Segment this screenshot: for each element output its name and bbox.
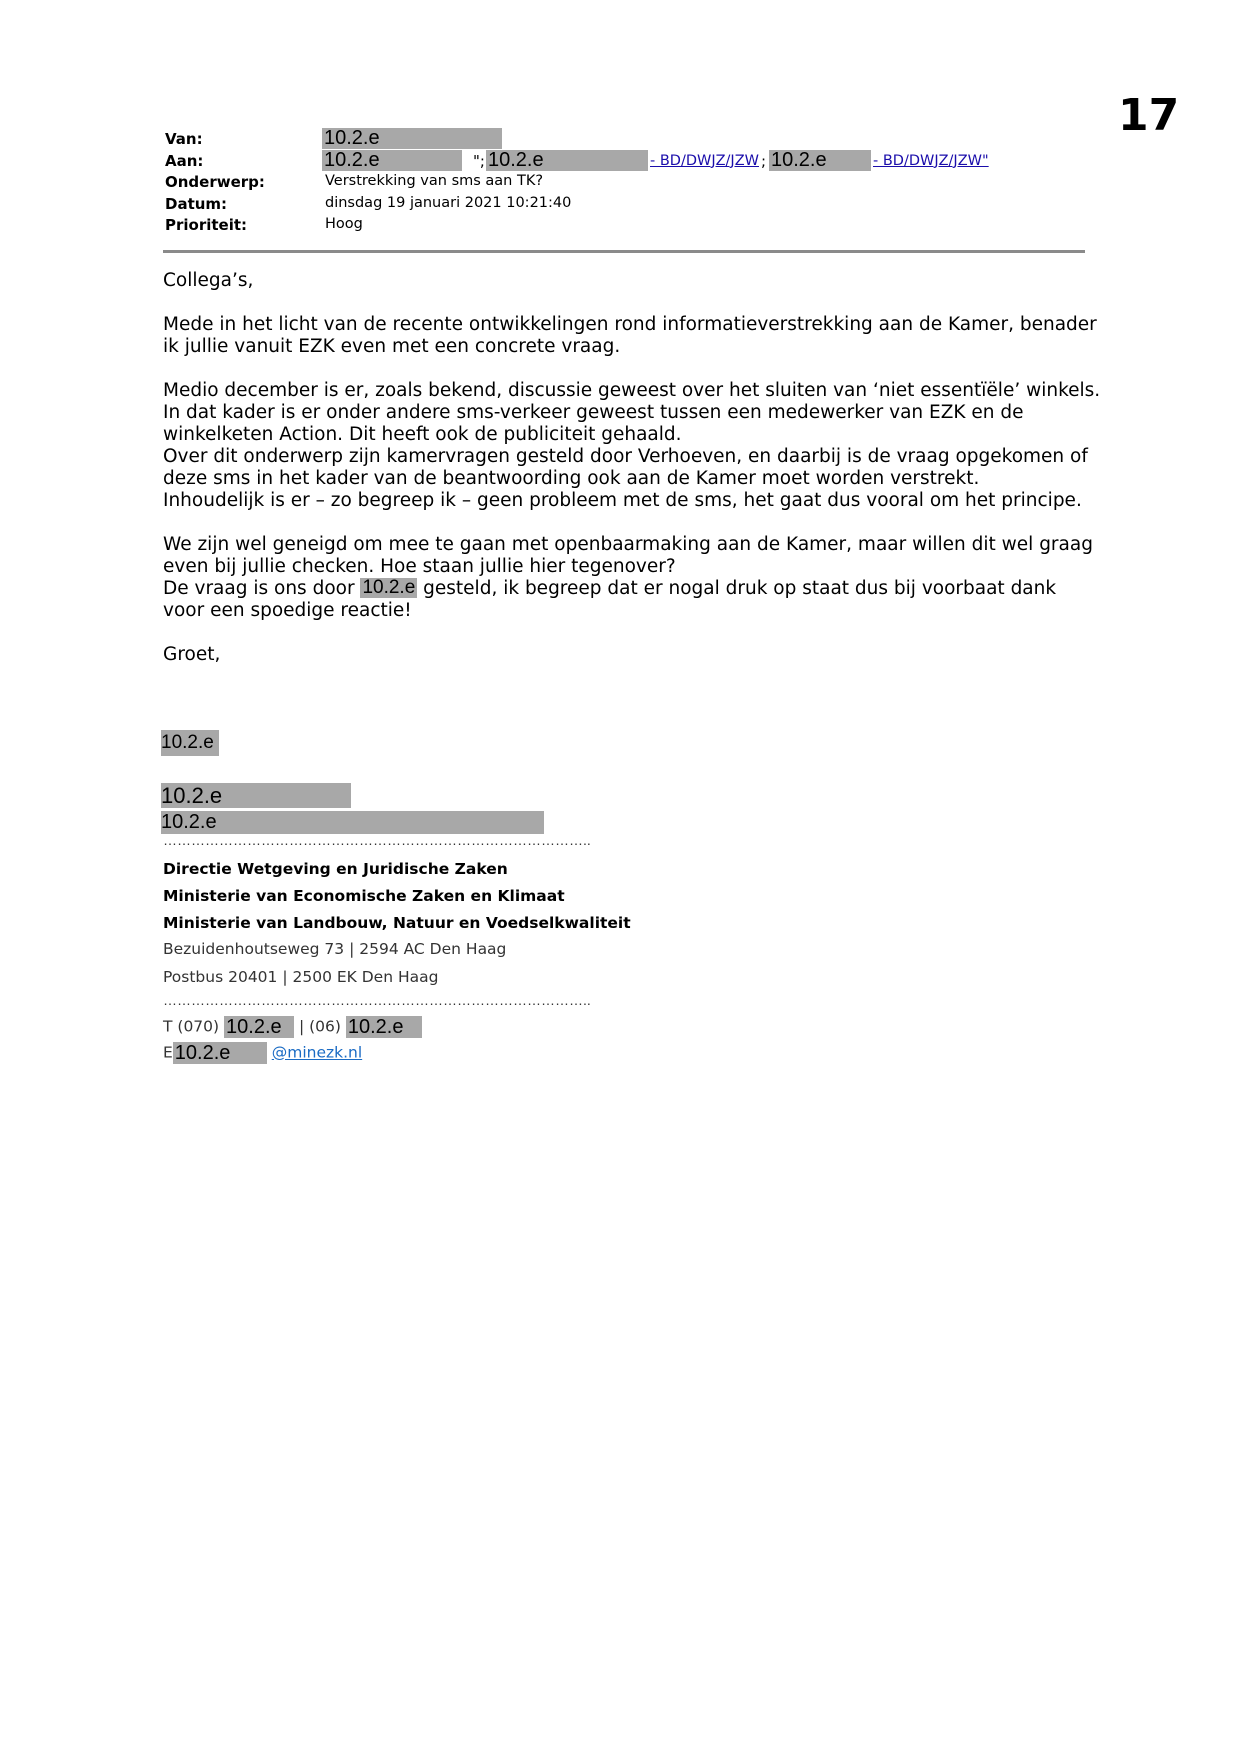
onderwerp-label: Onderwerp: [165, 173, 265, 191]
redacted-phone-landline: 10.2.e [224, 1016, 294, 1038]
phone-line [163, 1016, 422, 1038]
paragraph-2a: Medio december is er, zoals bekend, discussie geweest over het sluiten van ‘niet essentïële’ winkels. [163, 380, 1101, 401]
datum-label: Datum: [165, 194, 228, 213]
priority-value: Hoog [325, 216, 363, 232]
header-row-prioriteit [165, 214, 1085, 236]
redacted-email-user: 10.2.e [173, 1042, 267, 1064]
signature-divider-bottom: ……………………………………………………………………………….. [163, 992, 591, 1008]
prioriteit-label: Prioriteit: [165, 216, 248, 234]
date-value: dinsdag 19 januari 2021 10:21:40 [325, 194, 572, 211]
redacted-inline-name: 10.2.e [362, 577, 416, 598]
redacted-recipient-2: 10.2.e [486, 150, 648, 171]
van-label: Van: [165, 130, 203, 148]
phone-prefix: T (070) [163, 1017, 225, 1036]
email-header [165, 128, 1085, 236]
org-directorate: Directie Wetgeving en Juridische Zaken [163, 860, 508, 878]
paragraph-3b-pre: De vraag is ons door [163, 578, 361, 599]
recipient-link-2[interactable]: - BD/DWJZ/JZW" [873, 152, 989, 169]
paragraph-1: Mede in het licht van de recente ontwikkelingen rond informatieverstrekking aan de Kamer, benader ik jullie vanuit EZK even met een concrete vraag. [163, 314, 1097, 357]
greeting: Collega’s, [163, 270, 254, 291]
redacted-phone-mobile: 10.2.e [346, 1016, 422, 1038]
email-prefix: E [163, 1043, 173, 1062]
postal-address: Postbus 20401 | 2500 EK Den Haag [163, 968, 439, 986]
page-number: 17 [1118, 90, 1180, 141]
header-row-van [165, 128, 1085, 150]
email-line [163, 1042, 362, 1064]
subject-value: Verstrekking van sms aan TK? [325, 173, 544, 189]
paragraph-2b: In dat kader is er onder andere sms-verkeer geweest tussen een medewerker van EZK en de winkelketen Action. Dit heeft ook de publiciteit gehaald. [163, 402, 1024, 445]
redacted-recipient-3: 10.2.e [769, 150, 871, 171]
visit-address: Bezuidenhoutseweg 73 | 2594 AC Den Haag [163, 940, 507, 958]
closing: Groet, [163, 644, 221, 665]
paragraph-3a: We zijn wel geneigd om mee te gaan met openbaarmaking aan de Kamer, maar willen dit wel graag even bij jullie checken. Hoe staan jullie hier tegenover? [163, 534, 1093, 577]
header-row-datum [165, 193, 1085, 215]
header-divider [163, 250, 1085, 253]
org-ministry-ezk: Ministerie van Economische Zaken en Klimaat [163, 887, 565, 905]
org-ministry-lnv: Ministerie van Landbouw, Natuur en Voedselkwaliteit [163, 914, 631, 932]
recipient-separator-2: ; [761, 151, 767, 170]
redacted-signer-name: 10.2.e [161, 730, 219, 756]
paragraph-2d: Inhoudelijk is er – zo begreep ik – geen probleem met de sms, het gaat dus vooral om het principe. [163, 490, 1082, 511]
recipient-separator: "; [473, 151, 485, 170]
email-body [163, 270, 1103, 666]
header-row-aan [165, 150, 1085, 172]
redacted-sender: 10.2.e [322, 128, 502, 149]
signature-divider-top: ……………………………………………………………………………….. [163, 832, 591, 848]
redacted-signer-role: 10.2.e [161, 811, 544, 834]
paragraph-2c: Over dit onderwerp zijn kamervragen gesteld door Verhoeven, en daarbij is de vraag opgekomen of deze sms in het kader van de beantwoording ook aan de Kamer moet worden verstrekt. [163, 446, 1088, 489]
recipient-link-1[interactable]: - BD/DWJZ/JZW [650, 152, 759, 169]
aan-label: Aan: [165, 151, 204, 170]
header-row-onderwerp [165, 171, 1085, 193]
paragraph-3b [163, 578, 1103, 622]
phone-separator: | (06) [294, 1017, 346, 1036]
paragraph-3b-post: gesteld, ik begreep dat er nogal druk op staat dus bij voorbaat dank voor een spoedige reactie! [163, 578, 1057, 621]
redacted-recipient-1: 10.2.e [322, 150, 462, 171]
email-domain-link[interactable]: @minezk.nl [271, 1043, 363, 1062]
redacted-signer-title: 10.2.e [161, 783, 351, 808]
